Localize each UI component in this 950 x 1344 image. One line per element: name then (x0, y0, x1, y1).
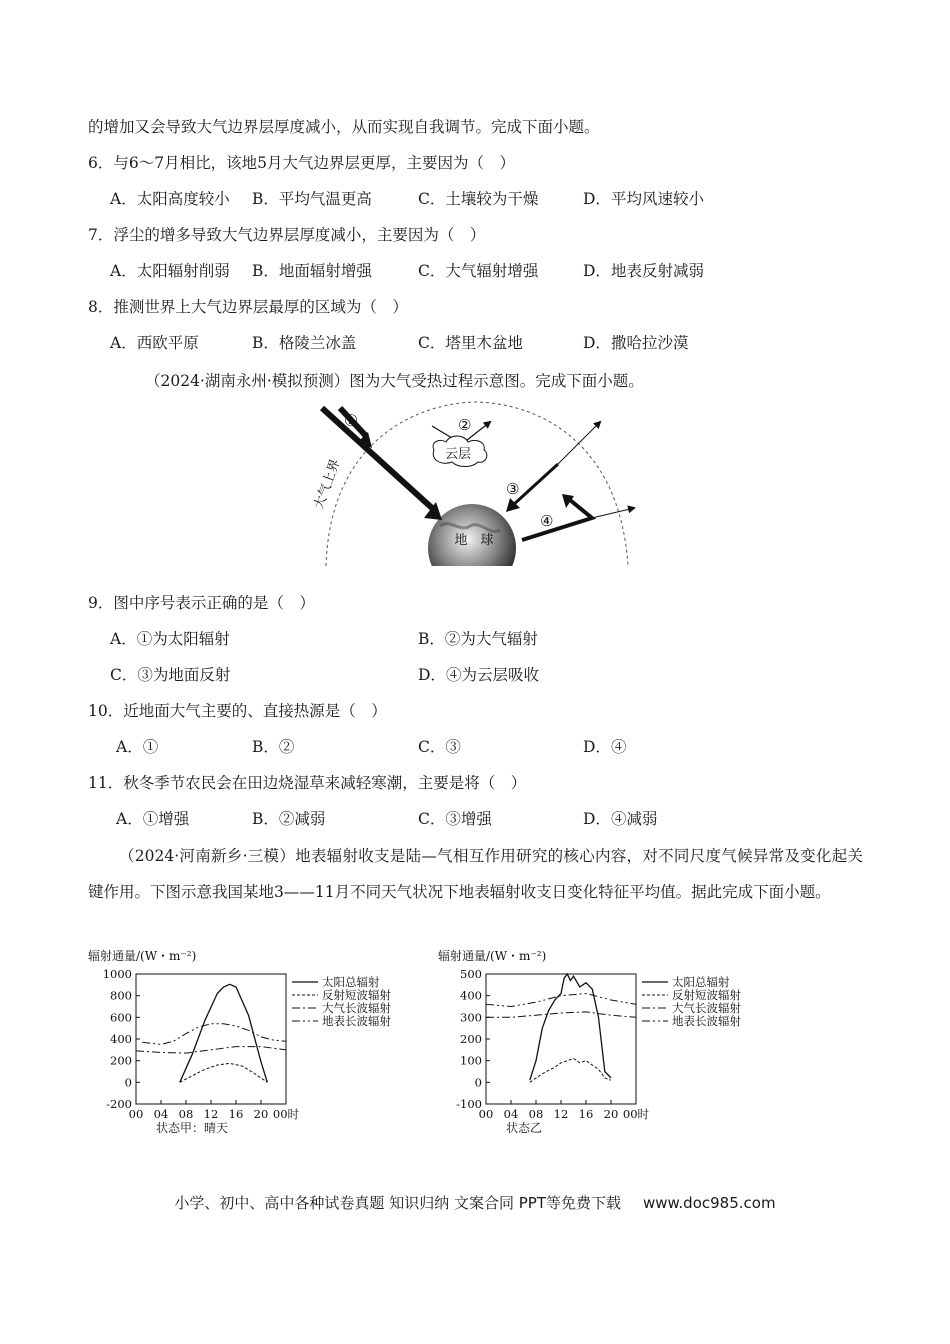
option-b[interactable] (252, 809, 325, 829)
option-label: D． (418, 666, 446, 684)
option-label: A． (116, 810, 143, 828)
x-tick-label: 08 (528, 1107, 544, 1121)
option-label: B． (252, 810, 279, 828)
section1-intro: （2024·湖南永州·模拟预测）图为大气受热过程示意图。完成下面小题。 (145, 372, 644, 390)
option-label: C． (418, 190, 446, 208)
plot-frame (136, 974, 286, 1104)
option-d[interactable] (583, 737, 626, 757)
chart-state-b (434, 946, 774, 1136)
y-tick-label: 800 (110, 988, 132, 1003)
y-tick-label: 100 (460, 1053, 482, 1068)
question-6-stem: 6．与6～7月相比，该地5月大气边界层更厚，主要因为（ ） (88, 154, 515, 172)
y-tick-label: -200 (106, 1097, 132, 1111)
section2-intro: （2024·河南新乡·三模）地表辐射收支是陆—气相互作用研究的核心内容，对不同尺度气候异常及变化起关键作用。下图示意我国某地3——11月不同天气状况下地表辐射收支日变化特征平均值。据此完成下面小题。 (88, 847, 863, 901)
series-line-4 (142, 1024, 286, 1045)
question-10-stem: 10．近地面大气主要的、直接热源是（ ） (88, 702, 387, 720)
option-label: C． (418, 810, 446, 828)
x-tick-label: 12 (553, 1107, 569, 1121)
x-tick-label: 04 (503, 1107, 519, 1121)
option-label: C． (418, 262, 446, 280)
footer-text: 小学、初中、高中各种试卷真题 知识归纳 文案合同 PPT等免费下载 (174, 1194, 621, 1212)
y-tick-label: 400 (460, 988, 482, 1003)
option-text: ①为太阳辐射 (136, 630, 230, 648)
y-tick-label: 0 (124, 1075, 132, 1090)
option-d[interactable] (583, 189, 704, 209)
intro-tail-text: 的增加又会导致大气边界层厚度减小，从而实现自我调节。完成下面小题。 (88, 118, 600, 136)
option-text: ② (278, 738, 295, 756)
legend-label-1: 太阳总辐射 (672, 975, 730, 989)
option-label: A． (110, 262, 137, 280)
question-11-stem: 11．秋冬季节农民会在田边烧湿草来减轻寒潮，主要是将（ ） (88, 774, 527, 792)
y-axis-label: 辐射通量/(W・m⁻²) (438, 949, 547, 963)
option-label: A． (110, 630, 137, 648)
option-text: ④为云层吸收 (445, 666, 539, 684)
option-a[interactable] (116, 737, 158, 757)
question-7-stem: 7．浮尘的增多导致大气边界层厚度减小，主要因为（ ） (88, 226, 486, 244)
option-label: C． (110, 666, 138, 684)
arrow-4-ground-radiation (522, 500, 592, 540)
option-text: 平均气温更高 (278, 190, 372, 208)
option-text: ③为地面反射 (137, 666, 231, 684)
y-tick-label: -100 (456, 1097, 482, 1111)
option-d[interactable] (583, 809, 657, 829)
option-c[interactable] (418, 189, 538, 209)
x-tick-label: 20 (253, 1107, 269, 1121)
option-text: 土壤较为干燥 (445, 190, 539, 208)
x-tick-label: 08 (178, 1107, 194, 1121)
series-line-4 (486, 994, 636, 1007)
chart-caption: 状态甲：晴天 (156, 1121, 229, 1135)
y-axis-label: 辐射通量/(W・m⁻²) (88, 949, 197, 963)
cloud-label: 云层 (444, 447, 472, 462)
option-c[interactable] (418, 261, 538, 281)
series-line-2 (180, 1063, 267, 1082)
option-label: B． (252, 190, 279, 208)
y-tick-label: 500 (460, 967, 482, 981)
option-c[interactable] (418, 333, 523, 353)
option-text: ②为大气辐射 (444, 630, 538, 648)
option-text: ④ (610, 738, 627, 756)
option-d[interactable] (418, 665, 539, 685)
y-tick-label: 400 (110, 1032, 132, 1046)
footer-url[interactable]: www.doc985.com (642, 1194, 776, 1212)
option-text: ① (142, 738, 159, 756)
option-text: ③ (445, 738, 461, 756)
option-label: B． (252, 262, 279, 280)
x-tick-label: 04 (153, 1107, 169, 1121)
legend-label-4: 地表长波辐射 (322, 1014, 391, 1028)
label-1: ① (344, 411, 359, 430)
option-d[interactable] (583, 261, 704, 281)
option-text: 西欧平原 (136, 334, 199, 352)
option-text: 格陵兰冰盖 (278, 334, 357, 352)
option-text: 地面辐射增强 (278, 262, 372, 280)
label-3: ③ (506, 480, 520, 498)
option-text: 大气辐射增强 (445, 262, 539, 280)
option-d[interactable] (583, 333, 688, 353)
option-text: ②减弱 (278, 810, 326, 828)
chart-caption: 状态乙 (506, 1121, 543, 1135)
option-text: 平均风速较小 (610, 190, 704, 208)
series-line-1 (180, 984, 267, 1082)
option-label: D． (583, 190, 611, 208)
x-tick-label: 00 (478, 1107, 494, 1121)
label-2: ② (458, 416, 472, 434)
option-b[interactable] (418, 629, 538, 649)
x-tick-label: 16 (578, 1107, 594, 1121)
option-a[interactable] (110, 333, 199, 353)
y-tick-label: 1000 (102, 967, 132, 981)
option-c[interactable] (110, 665, 230, 685)
earth-label: 地 球 (454, 533, 494, 548)
y-tick-label: 200 (460, 1032, 482, 1046)
x-tick-label: 00 (128, 1107, 144, 1121)
option-c[interactable] (418, 737, 461, 757)
option-label: D． (583, 810, 611, 828)
y-tick-label: 600 (110, 1010, 132, 1025)
x-tick-label: 00时 (272, 1107, 300, 1121)
y-tick-label: 200 (110, 1053, 132, 1068)
option-label: B． (252, 334, 279, 352)
legend-label-2: 反射短波辐射 (672, 988, 741, 1002)
option-b[interactable] (252, 189, 372, 209)
option-a[interactable] (110, 261, 230, 281)
series-line-2 (530, 1059, 611, 1083)
option-b[interactable] (252, 261, 372, 281)
option-text: 地表反射减弱 (610, 262, 704, 280)
option-label: A． (110, 334, 137, 352)
legend-label-3: 大气长波辐射 (672, 1001, 741, 1015)
page-footer (0, 1192, 950, 1213)
option-label: A． (110, 190, 137, 208)
option-text: 塔里木盆地 (445, 334, 523, 352)
x-tick-label: 20 (603, 1107, 619, 1121)
option-label: B． (418, 630, 445, 648)
legend-label-3: 大气长波辐射 (322, 1001, 391, 1015)
option-text: ④减弱 (610, 810, 658, 828)
series-line-3 (486, 1012, 636, 1017)
option-label: D． (583, 738, 611, 756)
series-line-1 (530, 974, 611, 1080)
x-tick-label: 16 (228, 1107, 244, 1121)
y-tick-label: 0 (474, 1075, 482, 1090)
option-text: 撒哈拉沙漠 (610, 334, 689, 352)
boundary-label: 大气上界 (311, 457, 344, 512)
chart-state-a-clear (84, 946, 424, 1136)
label-4: ④ (540, 512, 554, 530)
arrow-1-solar (322, 408, 432, 508)
option-label: A． (116, 738, 143, 756)
option-label: D． (583, 262, 611, 280)
option-label: D． (583, 334, 611, 352)
legend-label-2: 反射短波辐射 (322, 988, 391, 1002)
option-label: B． (252, 738, 279, 756)
option-a[interactable] (116, 809, 189, 829)
x-tick-label: 12 (203, 1107, 219, 1121)
option-text: 太阳高度较小 (136, 190, 230, 208)
option-a[interactable] (110, 629, 230, 649)
legend-label-4: 地表长波辐射 (672, 1014, 741, 1028)
option-b[interactable] (252, 737, 294, 757)
x-tick-label: 00时 (622, 1107, 650, 1121)
series-line-3 (136, 1047, 286, 1054)
option-c[interactable] (418, 809, 492, 829)
legend-label-1: 太阳总辐射 (322, 975, 380, 989)
question-8-stem: 8．推测世界上大气边界层最厚的区域为（ ） (88, 298, 408, 316)
option-text: 太阳辐射削弱 (136, 262, 230, 280)
y-tick-label: 300 (460, 1010, 482, 1025)
atmosphere-heating-diagram (300, 398, 650, 570)
option-label: C． (418, 334, 446, 352)
option-text: ①增强 (142, 810, 190, 828)
question-9-stem: 9．图中序号表示正确的是（ ） (88, 594, 315, 612)
option-a[interactable] (110, 189, 230, 209)
option-text: ③增强 (445, 810, 492, 828)
option-b[interactable] (252, 333, 356, 353)
option-label: C． (418, 738, 446, 756)
